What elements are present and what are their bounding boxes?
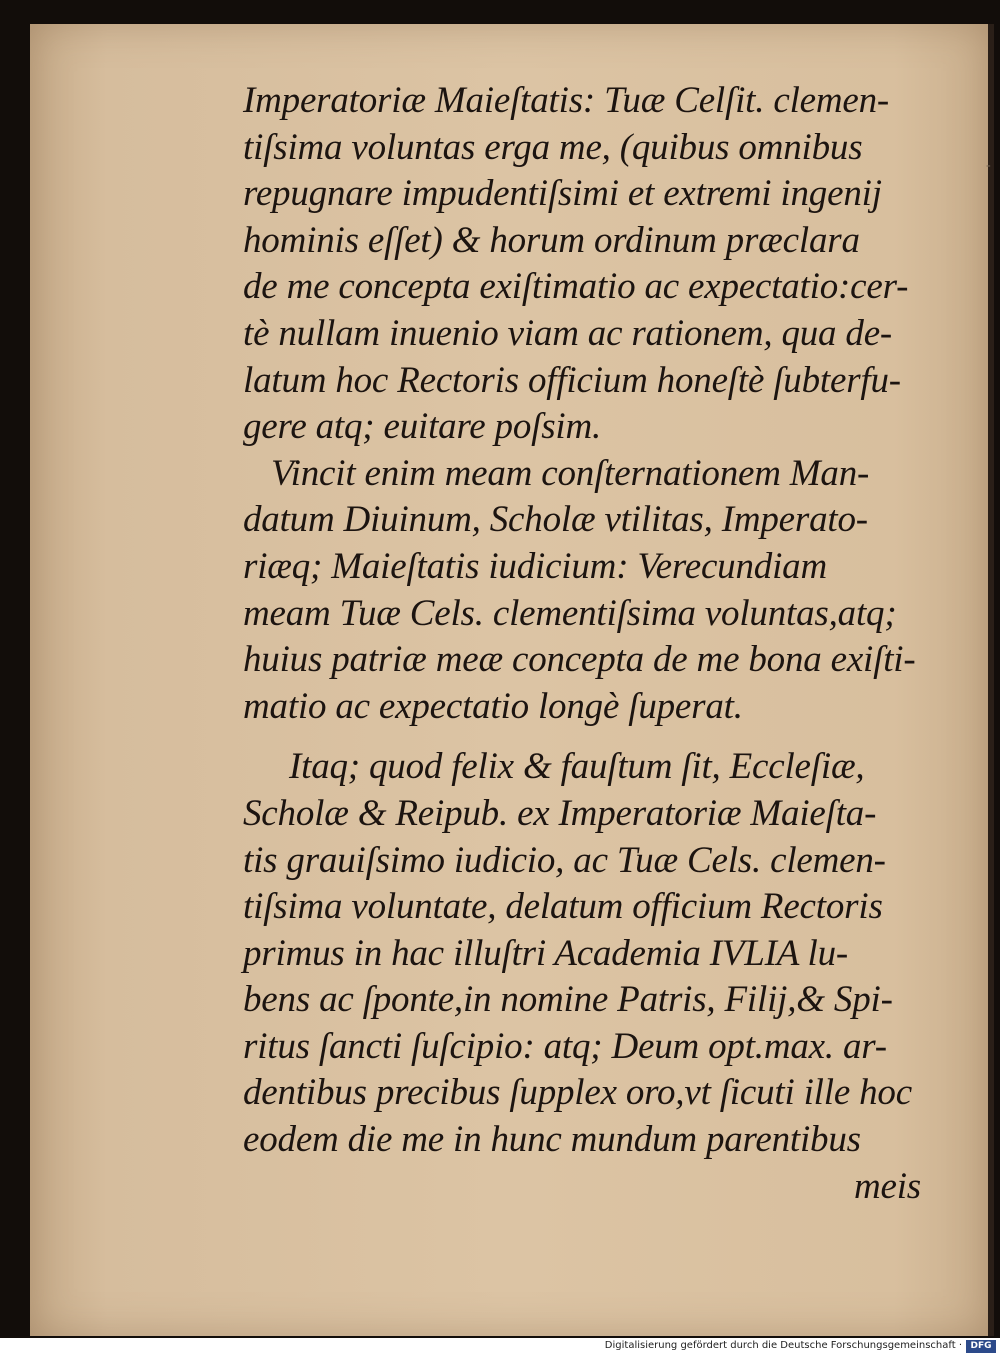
- text-line: tè nullam inuenio viam ac rationem, qua de-: [243, 312, 893, 354]
- text-line: huius patriæ meæ concepta de me bona exiſti-: [243, 639, 916, 681]
- text-line: Imperatoriæ Maieſtatis: Tuæ Celſit. clemen-: [243, 80, 890, 121]
- text-line: tiſsima voluntas erga me, (quibus omnibus: [243, 126, 863, 168]
- funding-credit: Digitalisierung gefördert durch die Deutsche Forschungsgemeinschaft ·: [604, 1340, 962, 1351]
- text-line: Itaq; quod felix & fauſtum ſit, Eccleſiæ,: [289, 746, 865, 788]
- dfg-logo: DFG: [966, 1340, 996, 1353]
- catchword: meis: [853, 1165, 921, 1207]
- text-line: matio ac expectatio longè ſuperat.: [243, 685, 743, 727]
- text-line: primus in hac illuſtri Academia IVLIA lu-: [243, 932, 849, 974]
- paragraph-gap: [243, 730, 933, 744]
- text-line: latum hoc Rectoris officium honeſtè ſubterfu-: [243, 359, 901, 401]
- text-line: riæq; Maieſtatis iudicium: Verecundiam: [243, 545, 827, 587]
- text-line: Scholæ & Reipub. ex Imperatoriæ Maieſta-: [243, 792, 877, 834]
- text-line: meam Tuæ Cels. clementiſsima voluntas,atq;: [243, 592, 897, 634]
- text-line: bens ac ſponte,in nomine Patris, Filij,& Spi-: [243, 979, 893, 1021]
- text-line: repugnare impudentiſsimi et extremi ingenij: [243, 173, 882, 215]
- text-line: de me concepta exiſtimatio ac expectatio:cer-: [243, 266, 909, 308]
- text-line: datum Diuinum, Scholæ vtilitas, Imperato-: [243, 499, 868, 541]
- text-line: gere atq; euitare poſsim.: [243, 406, 602, 448]
- text-line: dentibus precibus ſupplex oro,vt ſicuti ille hoc: [243, 1072, 912, 1114]
- text-line: Vincit enim meam conſternationem Man-: [271, 452, 870, 494]
- page-edge: [988, 24, 994, 1336]
- footer-bar: [0, 1338, 1000, 1356]
- text-line: eodem die me in hunc mundum parentibus: [243, 1119, 861, 1161]
- text-line: ritus ſancti ſuſcipio: atq; Deum opt.max. ar-: [243, 1025, 887, 1067]
- text-line: tis grauiſsimo iudicio, ac Tuæ Cels. clemen-: [243, 839, 886, 881]
- page-text: [243, 78, 933, 1210]
- text-line: hominis eſſet) & horum ordinum præclara: [243, 219, 860, 261]
- margin-mark: -: [986, 158, 991, 173]
- text-line: tiſsima voluntate, delatum officium Rectoris: [243, 886, 883, 928]
